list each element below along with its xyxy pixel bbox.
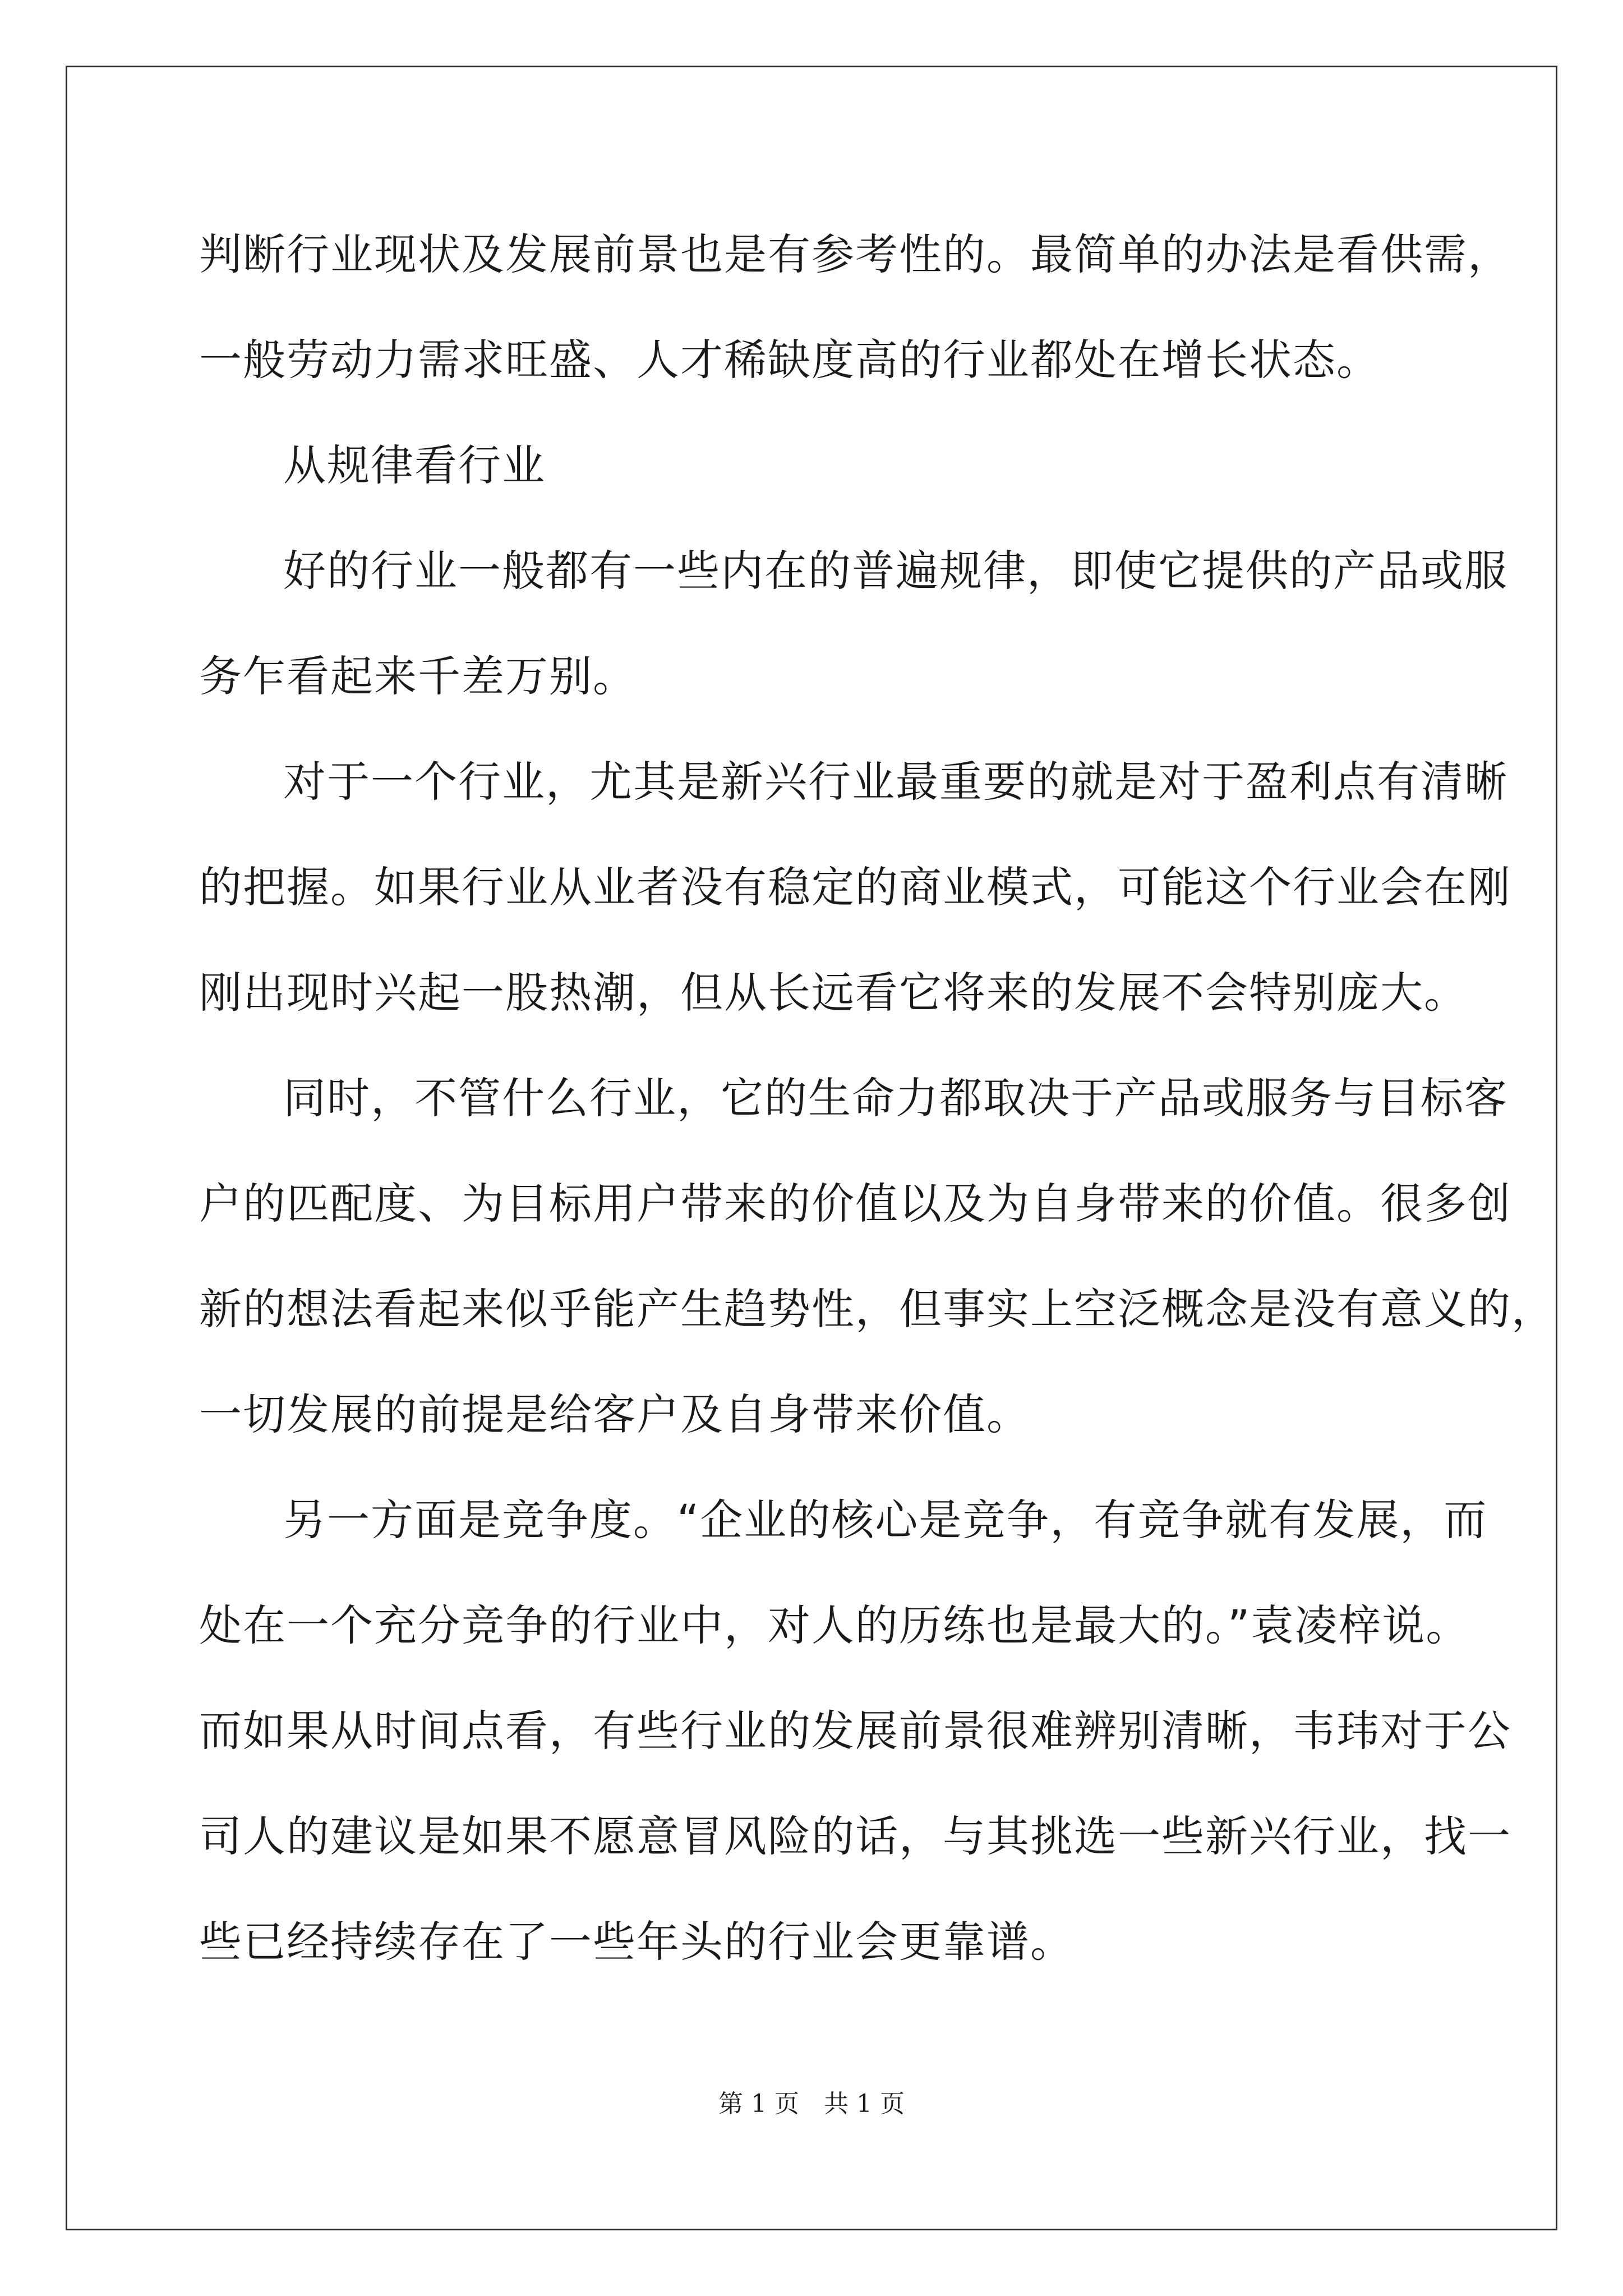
text-line: 务乍看起来千差万别。 bbox=[199, 651, 637, 701]
text-line: 好的行业一般都有一些内在的普遍规律，即使它提供的产品或服 bbox=[283, 546, 1508, 596]
text-line: 同时，不管什么行业，它的生命力都取决于产品或服务与目标客 bbox=[283, 1073, 1508, 1123]
text-line: 刚出现时兴起一股热潮，但从长远看它将来的发展不会特别庞大。 bbox=[199, 968, 1468, 1018]
text-line: 处在一个充分竞争的行业中，对人的历练也是最大的。”袁凌梓说。 bbox=[199, 1600, 1470, 1650]
text-line: 一切发展的前提是给客户及自身带来价值。 bbox=[199, 1389, 1030, 1439]
document-body bbox=[199, 202, 1555, 1995]
text-line: 判断行业现状及发展前景也是有参考性的。最简单的办法是看供需， bbox=[199, 229, 1511, 279]
text-line: 一般劳动力需求旺盛、人才稀缺度高的行业都处在增长状态。 bbox=[199, 335, 1380, 385]
page-footer: 第 1 页 共 1 页 bbox=[718, 2090, 905, 2118]
text-line: 另一方面是竞争度。“企业的核心是竞争，有竞争就有发展，而 bbox=[283, 1495, 1488, 1545]
text-line: 的把握。如果行业从业者没有稳定的商业模式，可能这个行业会在刚 bbox=[199, 862, 1511, 912]
text-line: 户的匹配度、为目标用户带来的价值以及为自身带来的价值。很多创 bbox=[199, 1179, 1511, 1228]
text-line: 司人的建议是如果不愿意冒风险的话，与其挑选一些新兴行业，找一 bbox=[199, 1811, 1511, 1861]
text-line: 对于一个行业，尤其是新兴行业最重要的就是对于盈利点有清晰 bbox=[283, 757, 1508, 807]
text-line: 而如果从时间点看，有些行业的发展前景很难辨别清晰，韦玮对于公 bbox=[199, 1706, 1511, 1756]
text-line: 些已经持续存在了一些年头的行业会更靠谱。 bbox=[199, 1917, 1074, 1967]
section-heading: 从规律看行业 bbox=[283, 440, 546, 490]
text-line: 新的想法看起来似乎能产生趋势性，但事实上空泛概念是没有意义的， bbox=[199, 1284, 1555, 1334]
